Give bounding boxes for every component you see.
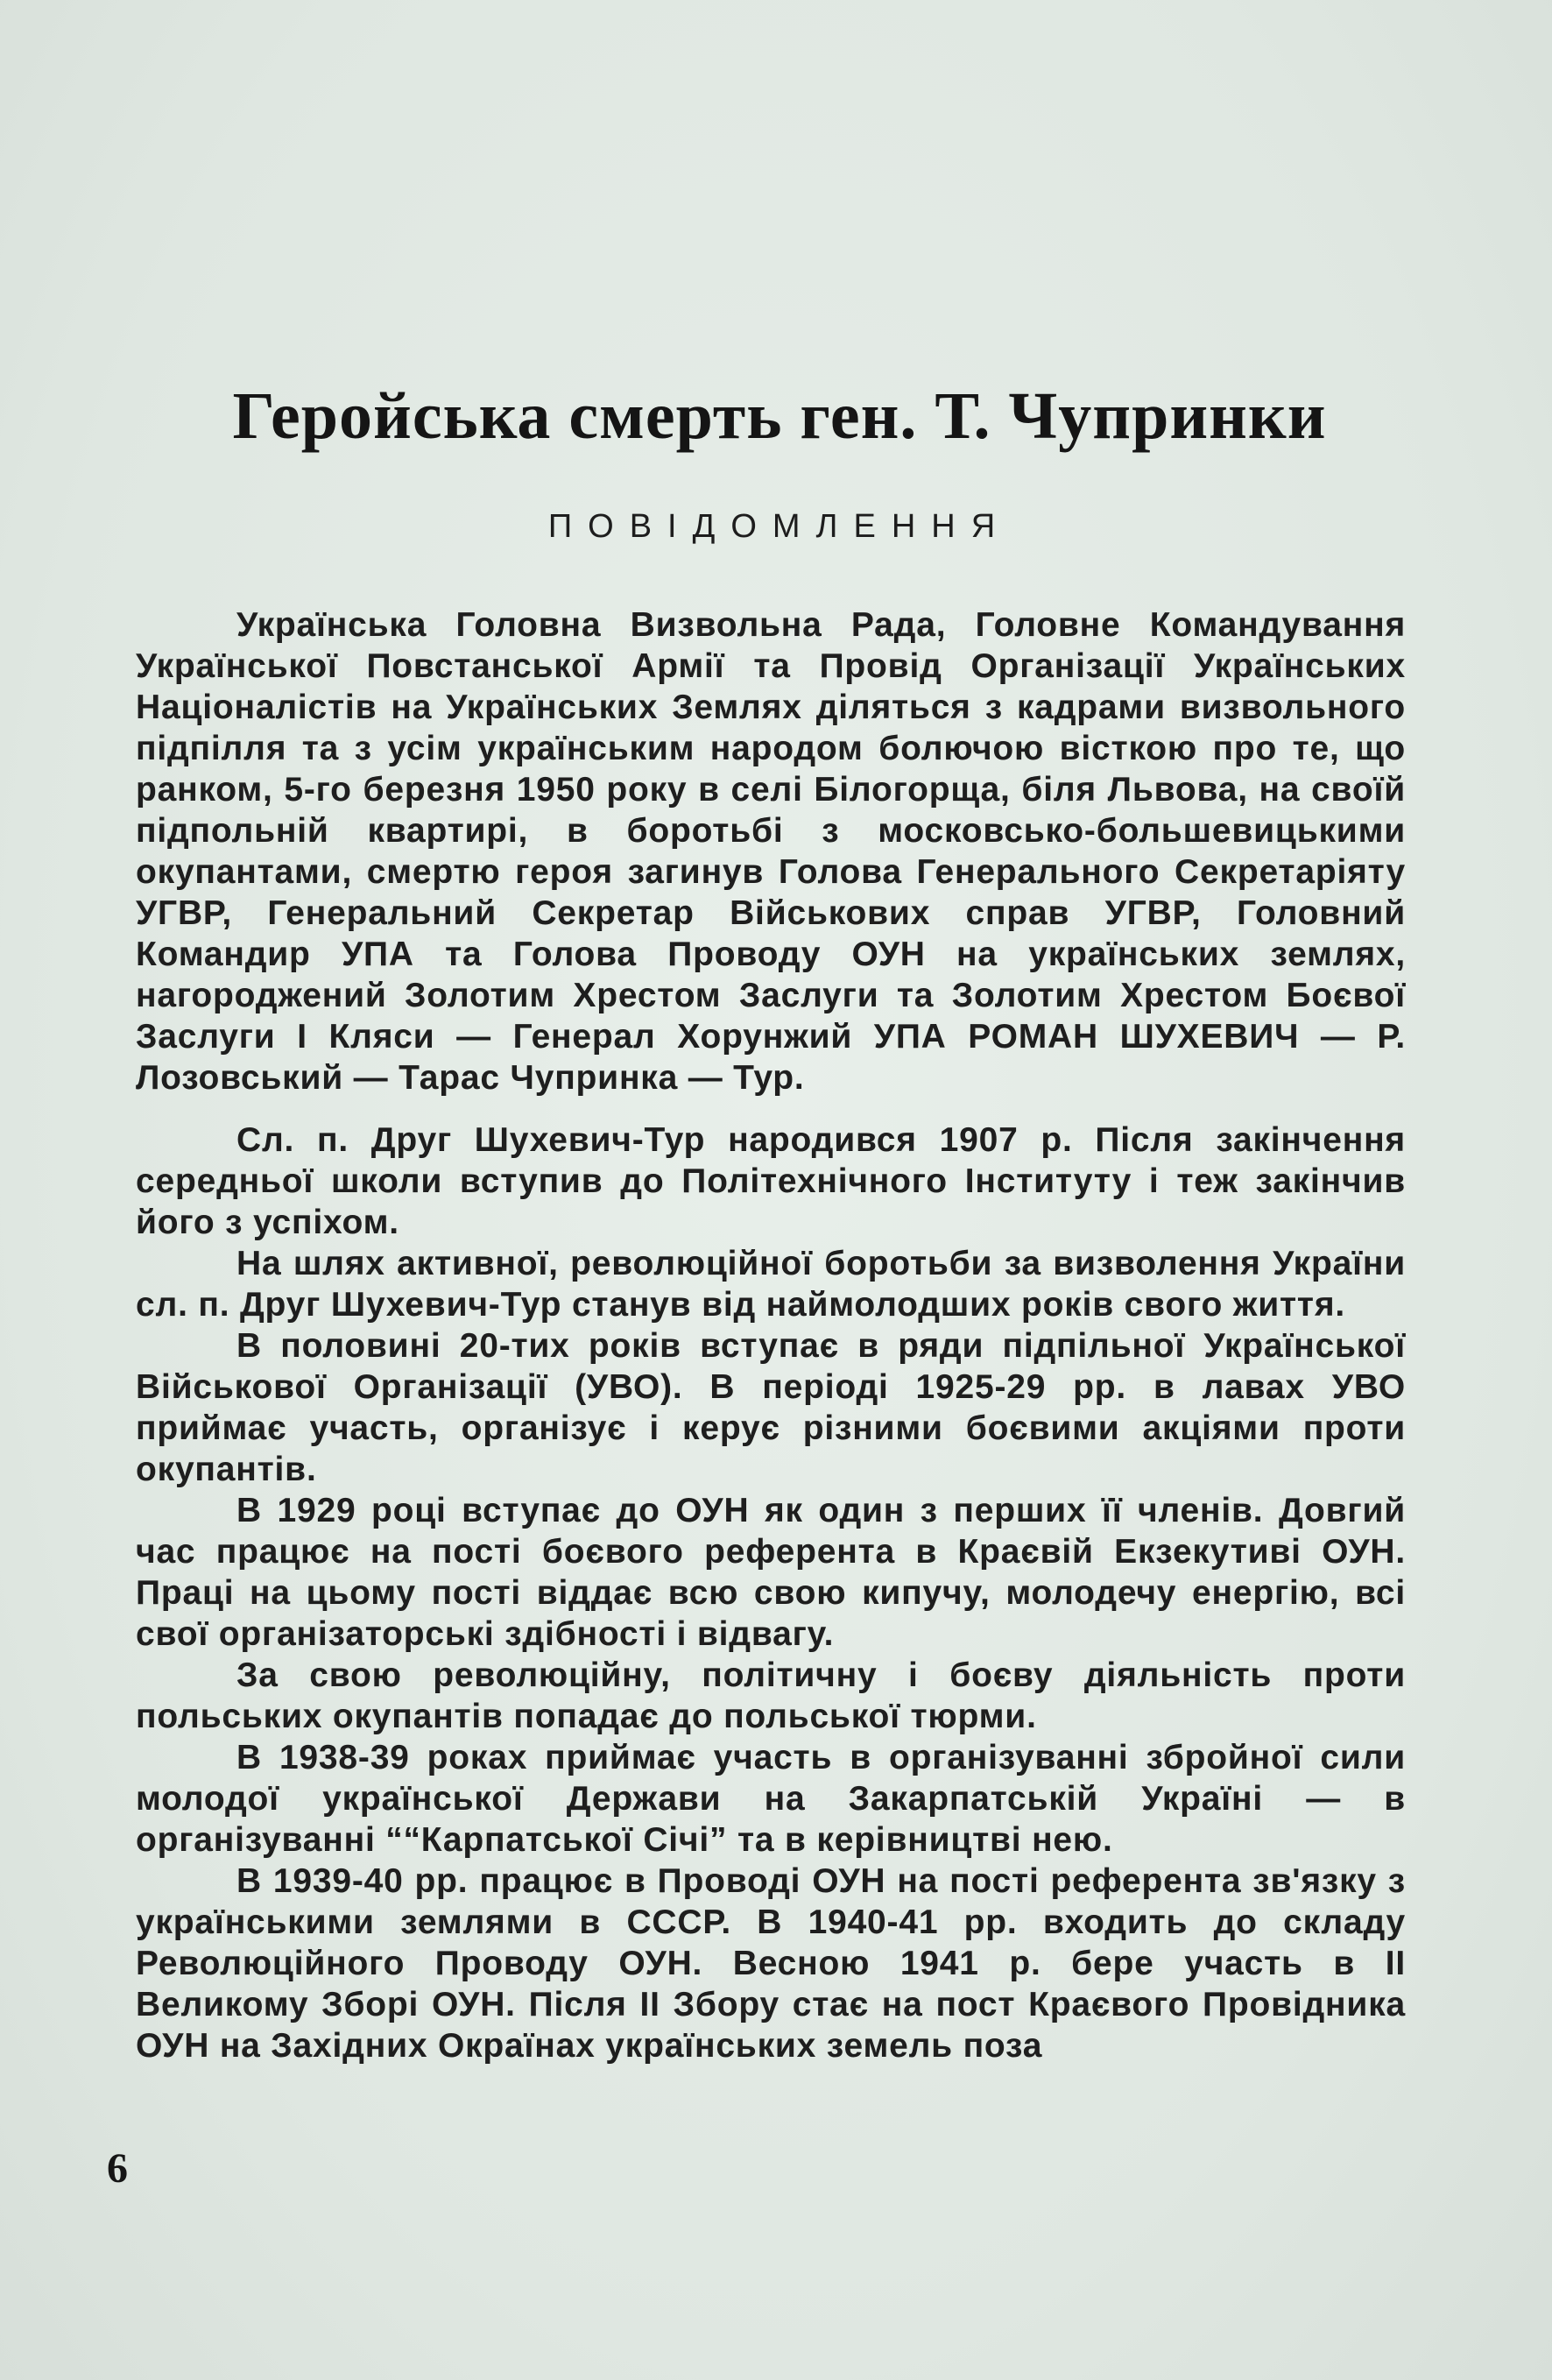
paragraph-prison: За свою революційну, політичну і боєву діяльність проти польських окупантів попадає до польської тюрми. <box>136 1656 1406 1735</box>
paragraph-birth: Сл. п. Друг Шухевич-Тур народився 1907 р. Після закінчення середньої школи вступив до Політехнічного Інституту і теж закінчив його з успіхом. <box>136 1121 1406 1241</box>
article-subtitle: ПОВІДОМЛЕННЯ <box>547 508 1012 545</box>
page-number: 6 <box>107 2145 128 2192</box>
paragraph-early-struggle: На шлях активної, революційної боротьби за визволення України сл. п. Друг Шухевич-Тур станув від наймолодших років свого життя. <box>136 1245 1406 1324</box>
article-title: Геройська смерть ген. Т. Чупринки <box>232 379 1327 453</box>
paragraph-announcement: Українська Головна Визвольна Рада, Головне Командування Української Повстанської Армії та Провід Організації Українських Націоналістів на Українських Землях діляться з кадрами визвольного підпілля та з усім українським народом болючою вісткою про те, що ранком, 5-го березня 1950 року в селі Білогорща, біля Львова, на своїй підпольній квартирі, в боротьбі з московсько-большевицькими окупантами, смертю героя загинув Голова Генерального Секретаріяту УГВР, Генеральний Секретар Військових справ УГВР, Головний Командир УПА та Голова Проводу ОУН на українських землях, нагороджений Золотим Хрестом Заслуги та Золотим Хрестом Боєвої Заслуги І Кляси — Генерал Хорунжий УПА РОМАН ШУХЕВИЧ — Р. Лозовський — Тарас Чупринка — Тур. <box>136 606 1406 1097</box>
paragraph-carpathian: В 1938-39 роках приймає участь в організуванні збройної сили молодої української Держави на Закарпатській Україні — в організуванні ““Карпатської Січі” та в керівництві нею. <box>136 1739 1406 1859</box>
paragraph-oun-1929: В 1929 році вступає до ОУН як один з перших її членів. Довгий час працює на пості боєвого референта в Краєвій Екзекутиві ОУН. Праці на цьому пості віддає всю свою кипучу, молодечу енергію, всі свої організаторські здібності і відвагу. <box>136 1492 1406 1653</box>
paragraph-1939-41: В 1939-40 рр. працює в Проводі ОУН на пості референта зв'язку з українськими землями в СССР. В 1940-41 рр. входить до складу Революційного Проводу ОУН. Весною 1941 р. бере участь в ІІ Великому Зборі ОУН. Після ІІ Збору стає на пост Краєвого Провідника ОУН на Західних Окраїнах українських земель поза <box>136 1862 1406 2065</box>
article-body <box>136 604 1406 2066</box>
paragraph-uvo: В половині 20-тих років вступає в ряди підпільної Української Військової Організації (УВО). В періоді 1925-29 рр. в лавах УВО приймає участь, організує і керує різними боєвими акціями проти окупантів. <box>136 1327 1406 1488</box>
